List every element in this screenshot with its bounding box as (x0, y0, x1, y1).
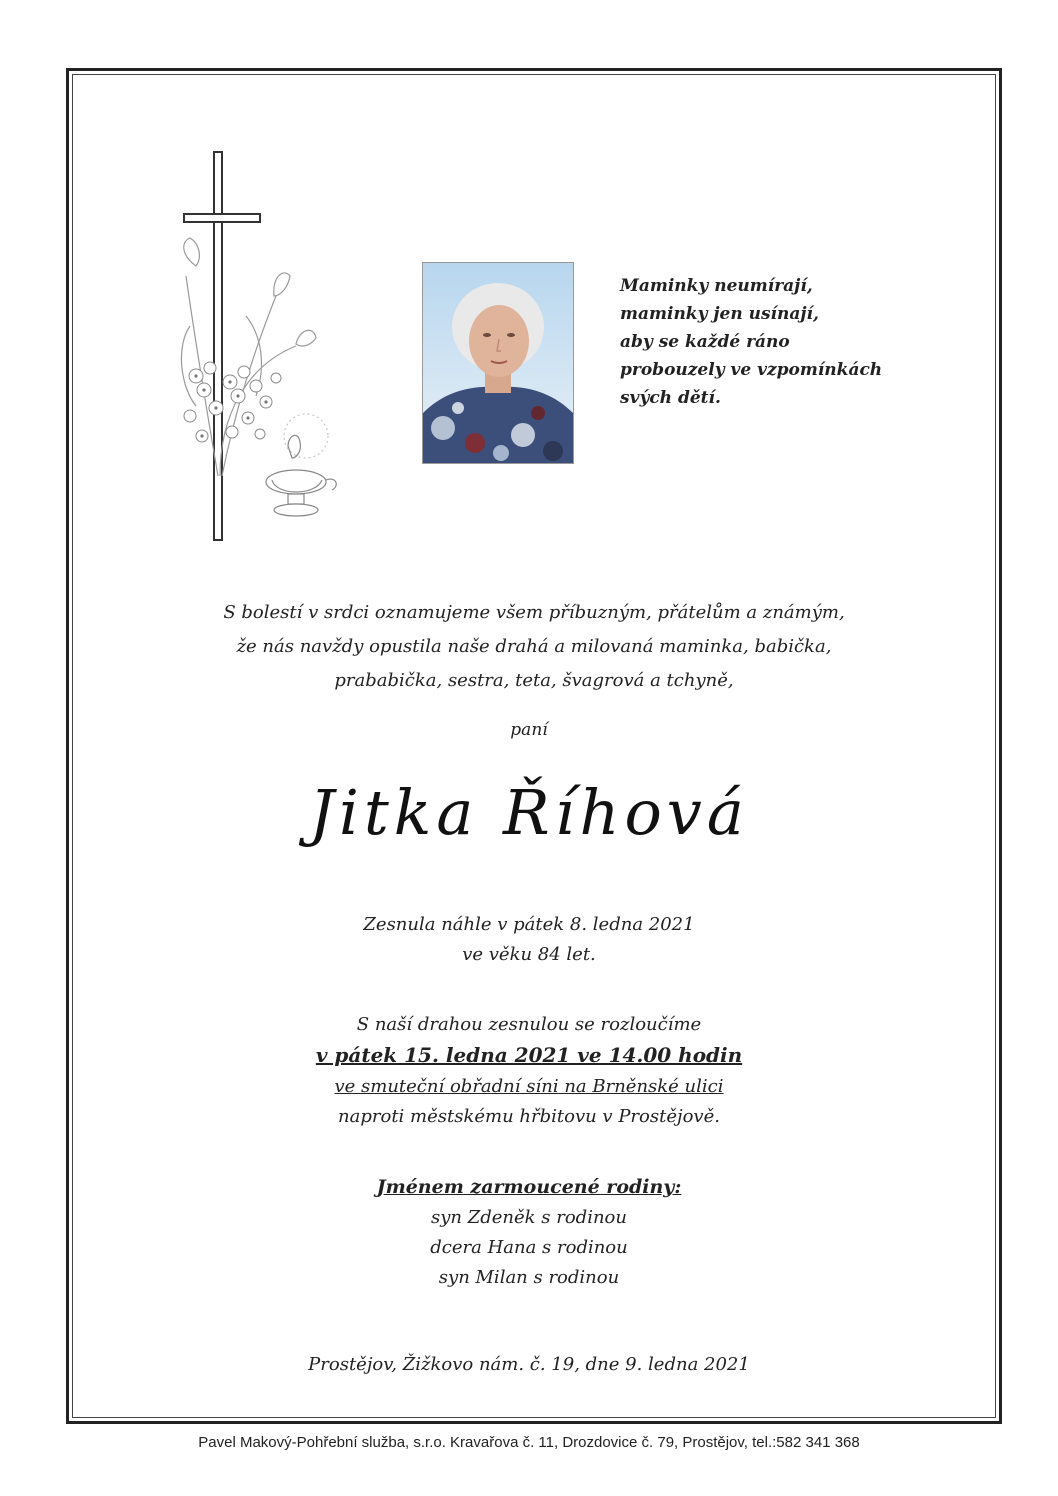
cross-flowers-icon (176, 146, 346, 546)
funeral-service-footer: Pavel Makový-Pohřební služba, s.r.o. Kravařova č. 11, Drozdovice č. 79, Prostějov, tel.:582 341 368 (198, 1434, 860, 1451)
death-info (0, 910, 1058, 970)
deceased-name: Jitka Říhová (309, 776, 749, 849)
family-section (0, 1172, 1058, 1293)
intro-line: S bolestí v srdci oznamujeme všem příbuzným, přátelům a známým, (223, 602, 845, 623)
poem-line: aby se každé ráno (620, 332, 790, 352)
portrait-image (423, 263, 573, 463)
place-and-date: Prostějov, Žižkovo nám. č. 19, dne 9. ledna 2021 (308, 1354, 750, 1375)
announcement-intro (120, 596, 948, 698)
funeral-info (0, 1010, 1058, 1132)
family-heading: Jménem zarmoucené rodiny: (376, 1176, 682, 1198)
family-member: syn Milan s rodinou (438, 1267, 620, 1288)
poem-line: Maminky neumírají, (620, 276, 813, 296)
family-member: syn Zdeněk s rodinou (431, 1207, 627, 1228)
portrait-photo (422, 262, 574, 464)
poem-line: probouzely ve vzpomínkách (620, 360, 883, 380)
family-member: dcera Hana s rodinou (430, 1237, 628, 1258)
death-age: ve věku 84 let. (462, 944, 596, 965)
honorific: paní (510, 720, 548, 740)
death-date: Zesnula náhle v pátek 8. ledna 2021 (363, 914, 695, 935)
poem (620, 272, 920, 412)
poem-line: maminky jen usínají, (620, 304, 819, 324)
funeral-intro: S naší drahou zesnulou se rozloučíme (356, 1014, 702, 1035)
poem-line: svých dětí. (620, 388, 721, 408)
intro-line: že nás navždy opustila naše drahá a milovaná maminka, babička, (236, 636, 832, 657)
funeral-datetime: v pátek 15. ledna 2021 ve 14.00 hodin (315, 1043, 743, 1067)
funeral-venue: ve smuteční obřadní síni na Brněnské ulici (334, 1076, 724, 1097)
funeral-location: naproti městskému hřbitovu v Prostějově. (338, 1106, 720, 1127)
intro-line: prababička, sestra, teta, švagrová a tchyně, (334, 670, 734, 691)
